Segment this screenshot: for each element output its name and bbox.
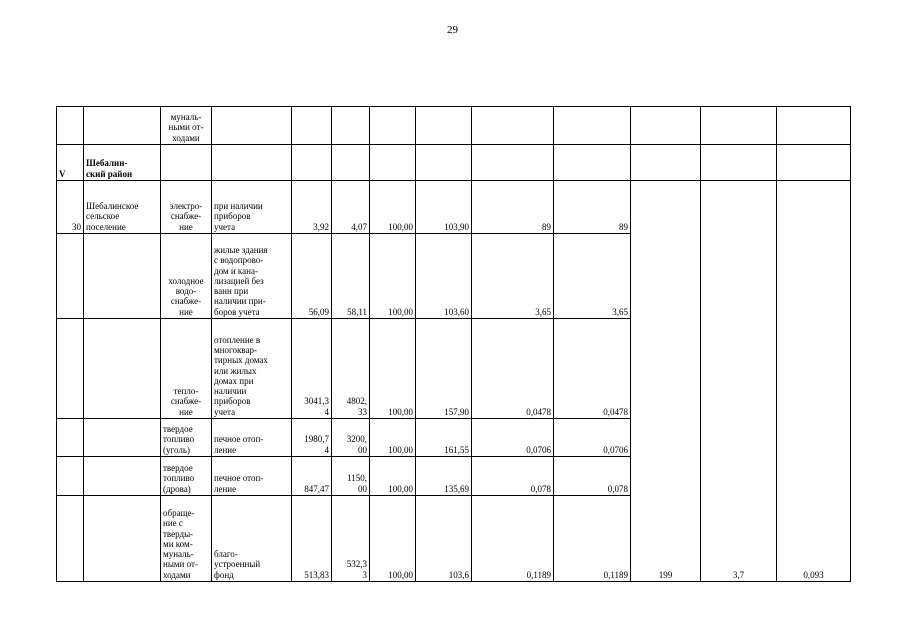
cell-value	[416, 145, 472, 181]
cell-condition	[212, 145, 292, 181]
cell-value: 100,00	[370, 234, 416, 319]
cell-settlement	[84, 234, 161, 319]
cell-value: 1150, 00	[332, 457, 370, 496]
cell-value: 3,65	[554, 234, 631, 319]
cell-service: обраще- ние с тверды- ми ком- муналь- ными от- ходами	[161, 496, 212, 582]
cell-summary	[701, 107, 777, 145]
cell-summary	[631, 107, 701, 145]
summary-value-1: 199	[631, 181, 701, 582]
cell-value	[472, 145, 554, 181]
cell-index	[57, 457, 84, 496]
cell-value: 0,1189	[472, 496, 554, 582]
cell-value: 532,3 3	[332, 496, 370, 582]
cell-value: 100,00	[370, 457, 416, 496]
section-roman: V	[57, 145, 84, 181]
tariff-table	[56, 106, 851, 582]
cell-service: твердое топливо (уголь)	[161, 419, 212, 457]
cell-service: тепло- снабже- ние	[161, 319, 212, 419]
cell-condition: при наличии приборов учета	[212, 181, 292, 234]
cell-service: твердое топливо (дрова)	[161, 457, 212, 496]
cell-value: 161,55	[416, 419, 472, 457]
cell-value	[416, 107, 472, 145]
cell-condition: отопление в многоквар- тирных домах или жилых домах при наличии приборов учета	[212, 319, 292, 419]
cell-value	[292, 107, 332, 145]
cell-settlement	[84, 319, 161, 419]
cell-value: 89	[472, 181, 554, 234]
cell-index	[57, 496, 84, 582]
cell-settlement	[84, 496, 161, 582]
cell-value: 100,00	[370, 319, 416, 419]
cell-value	[554, 107, 631, 145]
cell-value: 100,00	[370, 419, 416, 457]
cell-index	[57, 419, 84, 457]
section-row	[57, 145, 851, 181]
cell-value: 103,90	[416, 181, 472, 234]
cell-value	[292, 145, 332, 181]
cell-value: 3,92	[292, 181, 332, 234]
cell-value: 847,47	[292, 457, 332, 496]
cell-value: 4802, 33	[332, 319, 370, 419]
cell-value: 135,69	[416, 457, 472, 496]
settlement-name: Шебалинское сельское поселение	[84, 181, 161, 234]
cell-service: электро- снабже- ние	[161, 181, 212, 234]
cell-value	[332, 145, 370, 181]
cell-summary	[701, 145, 777, 181]
cell-condition: печное отоп- ление	[212, 419, 292, 457]
cell-value: 0,078	[554, 457, 631, 496]
cell-service: муналь- ными от- ходами	[161, 107, 212, 145]
page-number: 29	[447, 24, 458, 36]
cell-value: 89	[554, 181, 631, 234]
cell-condition: благо- устроенный фонд	[212, 496, 292, 582]
section-name: Шебалин- ский район	[84, 145, 161, 181]
cell-value: 100,00	[370, 181, 416, 234]
cell-value: 58,11	[332, 234, 370, 319]
cell-condition: печное отоп- ление	[212, 457, 292, 496]
cell-summary	[631, 145, 701, 181]
cell-service: холодное водо- снабже- ние	[161, 234, 212, 319]
cell-value: 3041,3 4	[292, 319, 332, 419]
cell-value: 3200, 00	[332, 419, 370, 457]
cell-value: 103,6	[416, 496, 472, 582]
cell-value: 0,0706	[472, 419, 554, 457]
cell-index	[57, 234, 84, 319]
table-row	[57, 181, 851, 234]
summary-value-3: 0,093	[777, 181, 851, 582]
cell-value	[370, 107, 416, 145]
cell-settlement	[84, 419, 161, 457]
cell-service	[161, 145, 212, 181]
cell-condition	[212, 107, 292, 145]
cell-value: 0,0478	[554, 319, 631, 419]
cell-summary	[777, 107, 851, 145]
cell-condition: жилые здания с водопрово- дом и кана- лизацией без ванн при наличии при- боров учета	[212, 234, 292, 319]
cell-value: 0,078	[472, 457, 554, 496]
cell-value: 3,65	[472, 234, 554, 319]
cell-value: 0,0478	[472, 319, 554, 419]
cell-value: 513,83	[292, 496, 332, 582]
cell-value: 157,90	[416, 319, 472, 419]
cell-index	[57, 107, 84, 145]
summary-value-2: 3,7	[701, 181, 777, 582]
cell-index	[57, 319, 84, 419]
cell-value: 1980,7 4	[292, 419, 332, 457]
cell-value	[472, 107, 554, 145]
settlement-index: 30	[57, 181, 84, 234]
cell-value: 0,0706	[554, 419, 631, 457]
cell-value	[332, 107, 370, 145]
cell-value: 100,00	[370, 496, 416, 582]
cell-value	[370, 145, 416, 181]
cell-value: 56,09	[292, 234, 332, 319]
cell-value: 0,1189	[554, 496, 631, 582]
cell-value	[554, 145, 631, 181]
cell-value: 103,60	[416, 234, 472, 319]
table-row	[57, 107, 851, 145]
cell-settlement	[84, 107, 161, 145]
cell-settlement	[84, 457, 161, 496]
cell-value: 4,07	[332, 181, 370, 234]
cell-summary	[777, 145, 851, 181]
